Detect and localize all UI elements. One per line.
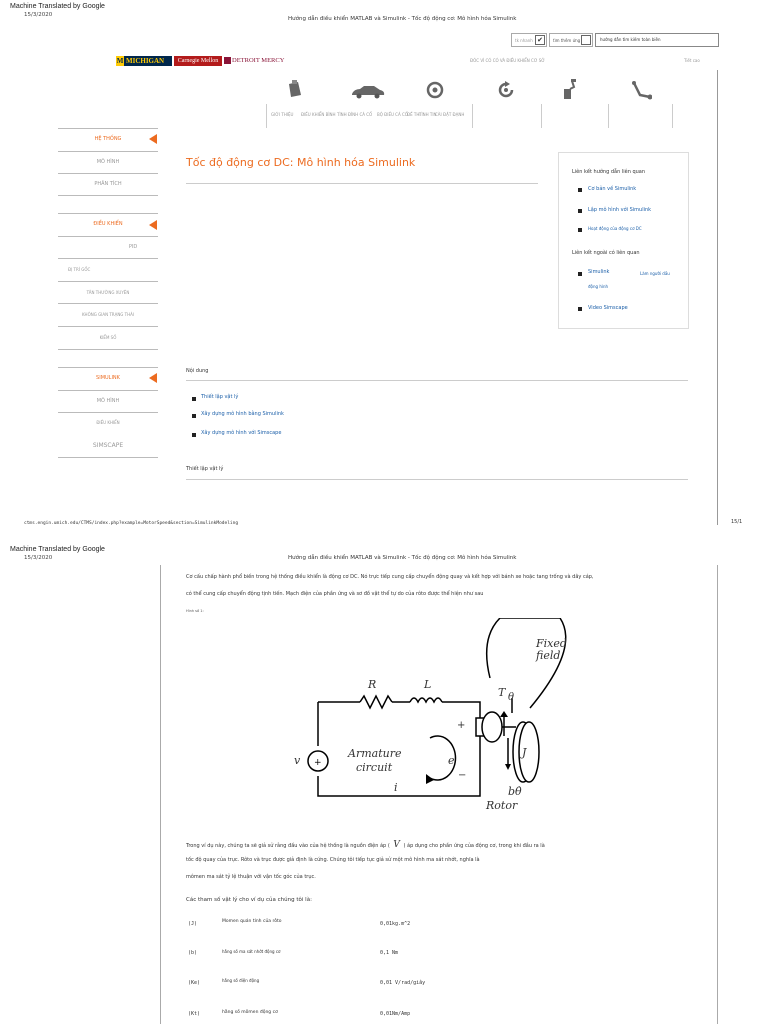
param-description: hằng số điện động	[222, 978, 260, 983]
paragraph-line-1b: ) áp dụng cho phần ứng của động cơ, trong khi đầu ra là	[403, 843, 545, 849]
current-label: i	[394, 781, 398, 794]
dc-motor-circuit-diagram	[290, 618, 590, 813]
circuit-label: circuit	[356, 761, 393, 774]
torque-label: T	[498, 686, 506, 699]
contents-link-simscape-model[interactable]: Xây dựng mô hình với Simscape	[201, 430, 282, 436]
paragraph-line-3: mômen ma sát tỷ lệ thuận với vận tốc góc của trục.	[186, 874, 316, 880]
topnav-label-news[interactable]: TÌNH TIN	[419, 112, 437, 117]
sidebar-item-label: SIMULINK	[96, 375, 120, 381]
related-links-box	[558, 152, 689, 329]
intro-line-1: Cơ cấu chấp hành phổ biến trong hệ thống điều khiển là động cơ DC. Nó trực tiếp cung cấp chuyển động quay và kết hợp với bánh xe hoặc tang trống và dây cáp,	[186, 574, 594, 580]
quick-search-option[interactable]	[511, 33, 547, 47]
page-2	[0, 543, 768, 1024]
sidebar-item-analysis[interactable]	[58, 174, 158, 194]
param-description: hằng số ma sát nhớt động cơ	[222, 949, 281, 954]
contents-label: Nội dung	[186, 368, 209, 374]
contents-link-simulink-model[interactable]: Xây dựng mô hình bằng Simulink	[201, 411, 284, 417]
machine-translated-label: Machine Translated by Google	[10, 546, 105, 553]
sidebar-item-label: HỆ THỐNG	[94, 136, 122, 142]
sidebar-item-simulink[interactable]	[58, 368, 158, 388]
detroit-mercy-logo[interactable]	[224, 56, 290, 66]
block-m-icon: M	[116, 57, 124, 65]
topnav-label-intro[interactable]: GIỚI THIỆU	[271, 112, 294, 117]
external-link-sub[interactable]: động hình	[588, 284, 609, 289]
sidebar-item-control[interactable]	[58, 214, 158, 234]
params-intro: Các tham số vật lý cho ví dụ của chúng tôi là:	[186, 897, 312, 903]
footer-url[interactable]: ctms.engin.umich.edu/CTMS/index.php?example=MotorSpeed&section=SimulinkModeling	[24, 521, 239, 526]
sidebar-item-simulink-control[interactable]	[58, 413, 158, 433]
checkbox-checked-icon[interactable]: ✔	[535, 35, 545, 45]
search-input-text: hướng dẫn tìm kiếm toàn biên	[600, 37, 661, 42]
related-link-modeling-simulink[interactable]: Lập mô hình với Simulink	[588, 207, 652, 213]
search-input[interactable]	[595, 33, 719, 47]
header-tagline: ĐÓC VÍ CÓ CÓ VÀ ĐIỀU KHIỂN CƠ SỞ	[470, 58, 545, 63]
figure-caption: Hình số 1:	[186, 609, 204, 613]
topnav-label-position[interactable]: BỘ ĐIỀU CÁ CỐ	[377, 112, 408, 117]
sidebar-item-label: TÂN THƯỜNG XUYÊN	[86, 290, 130, 295]
sidebar-item-digital[interactable]	[58, 328, 158, 348]
param-description: hằng số mômen động cơ	[222, 1010, 278, 1015]
emf-label: e	[448, 754, 455, 767]
armature-label: Armature	[348, 747, 402, 760]
detroit-mercy-text: DETROIT MERCY	[232, 57, 285, 64]
theta-label: θ	[508, 692, 515, 703]
param-value: 0,01Nm/Amp	[380, 1011, 411, 1017]
topnav-label-row	[267, 103, 467, 129]
sidebar-item-system[interactable]	[58, 129, 158, 149]
introduction-nav-icon[interactable]	[287, 80, 303, 98]
document-title: Hướng dẫn điều khiển MATLAB và Simulink - Tốc độ động cơ: Mô hình hóa Simulink	[288, 16, 517, 22]
sidebar-item-label: ĐỊ TRÍ GỐC	[68, 267, 91, 272]
detroit-shield-icon	[224, 57, 231, 64]
topnav-label-control[interactable]: ĐIỀU KHIỂN BÌNH	[301, 112, 336, 117]
inertia-label: J	[522, 746, 527, 759]
sidebar-item-label: ĐIỀU KHIỂN	[93, 221, 123, 227]
fixed-field-label: Fixed field	[536, 637, 567, 662]
sidebar-item-label: PID	[128, 244, 138, 250]
quick-search-label: tk nhanh	[515, 38, 533, 43]
voltage-label: v	[294, 754, 301, 767]
carnegie-mellon-logo[interactable]: Carnegie Mellon	[174, 56, 222, 66]
rotor-label: Rotor	[486, 799, 518, 812]
external-link-simscape-video[interactable]: Video Simscape	[588, 305, 628, 311]
pendulum-nav-icon[interactable]	[630, 81, 652, 101]
sidebar-item-simscape[interactable]	[58, 435, 158, 455]
sidebar-item-pid[interactable]	[58, 237, 158, 257]
related-external-title: Liên kết ngoài có liên quan	[572, 250, 640, 256]
param-description: Momen quán tính của rôto	[222, 919, 282, 924]
paragraph-line-2: tốc độ quay của trục. Rôto và trục được giả định là cứng. Chúng tôi tiếp tục giả sử một mô hình ma sát nhớt, nghĩa là	[186, 857, 480, 863]
contents-link-physical-setup[interactable]: Thiết lập vật lý	[201, 394, 239, 400]
param-symbol: (Ke)	[188, 980, 201, 986]
sidebar-item-label: MÔ HÌNH	[96, 159, 120, 165]
param-symbol: (Kt)	[188, 1011, 201, 1017]
sidebar-item-label: KIỂM SỐ	[99, 335, 117, 340]
sidebar-item-label: KHÔNG GIAN TRẠNG THÁI	[81, 312, 135, 317]
related-link-dc-motor[interactable]: Hoạt động của động cơ DC	[588, 226, 642, 231]
param-value: 0,01 V/rad/giây	[380, 980, 426, 986]
external-link-side[interactable]: Làm người dầu	[640, 271, 670, 276]
more-search-label: tìm thêm ứng	[553, 38, 581, 43]
active-arrow-icon	[149, 134, 157, 144]
page-title: Tốc độ động cơ DC: Mô hình hóa Simulink	[186, 156, 416, 169]
param-value: 0,01kg.m^2	[380, 921, 411, 927]
sidebar-item-frequency[interactable]	[58, 283, 158, 303]
sidebar-item-label: PHÂN TÍCH	[94, 181, 122, 187]
checkbox-empty-icon[interactable]	[581, 35, 591, 45]
sidebar-item-label: SIMSCAPE	[92, 442, 124, 449]
inductor-label: L	[424, 678, 432, 691]
related-tutorials-title: Liên kết hướng dẫn liên quan	[572, 169, 646, 175]
topnav-label-setup[interactable]: CÀI ĐẶT ĐẠNH	[435, 112, 465, 117]
resistor-label: R	[368, 678, 377, 691]
more-search-option[interactable]	[549, 33, 593, 47]
section-heading: Thiết lập vật lý	[186, 466, 224, 472]
topnav-label-exam[interactable]: ĐỀ THI	[407, 112, 421, 117]
param-symbol: (J)	[188, 921, 198, 927]
voltage-symbol: V	[393, 840, 400, 850]
sidebar-item-state-space[interactable]	[58, 305, 158, 325]
motor-plus-sign: +	[457, 720, 466, 731]
sidebar-item-label: MÔ HÌNH	[96, 398, 120, 404]
suspension-nav-icon[interactable]	[562, 79, 578, 101]
friction-label: bθ̇	[508, 785, 522, 798]
external-link-simulink[interactable]: Simulink	[588, 269, 610, 275]
active-arrow-icon	[149, 373, 157, 383]
active-arrow-icon	[149, 220, 157, 230]
topnav-label-speed[interactable]: TÌNH ĐÍNH CÁ CỐ	[337, 112, 373, 117]
param-value: 0,1 Nm	[380, 950, 399, 956]
sidebar-item-simulink-model[interactable]	[58, 391, 158, 411]
voltage-source-plus: +	[314, 758, 322, 768]
footer-page-number: 15/1	[731, 519, 743, 525]
print-date: 15/3/2020	[24, 12, 53, 18]
sidebar-item-label: ĐIỀU KHIỂN	[96, 420, 120, 425]
print-date: 15/3/2020	[24, 555, 53, 561]
machine-translated-label: Machine Translated by Google	[10, 3, 105, 10]
motor-nav-icon[interactable]	[426, 81, 444, 99]
michigan-logo[interactable]	[116, 56, 172, 66]
rotation-nav-icon[interactable]	[497, 81, 515, 99]
related-link-simulink-basics[interactable]: Cơ bản về Simulink	[588, 186, 637, 192]
michigan-logo-text: MICHIGAN	[126, 57, 165, 65]
header-right-link[interactable]: Tiết cao	[684, 58, 700, 63]
paragraph-line-1	[186, 840, 545, 850]
intro-line-2: có thể cung cấp chuyển động tịnh tiến. Mạch điện của phần ứng và sơ đồ vật thể tự do của rôto được thể hiện như sau	[186, 591, 484, 597]
sidebar-item-model[interactable]	[58, 152, 158, 172]
car-nav-icon[interactable]	[350, 84, 386, 98]
param-symbol: (b)	[188, 950, 198, 956]
sidebar-item-root-locus[interactable]	[58, 260, 158, 280]
document-title: Hướng dẫn điều khiển MATLAB và Simulink - Tốc độ động cơ: Mô hình hóa Simulink	[288, 555, 517, 561]
paragraph-line-1a: Trong ví dụ này, chúng ta sẽ giả sử rằng đầu vào của hệ thống là nguồn điện áp (	[186, 843, 390, 849]
motor-minus-sign: −	[458, 770, 467, 781]
